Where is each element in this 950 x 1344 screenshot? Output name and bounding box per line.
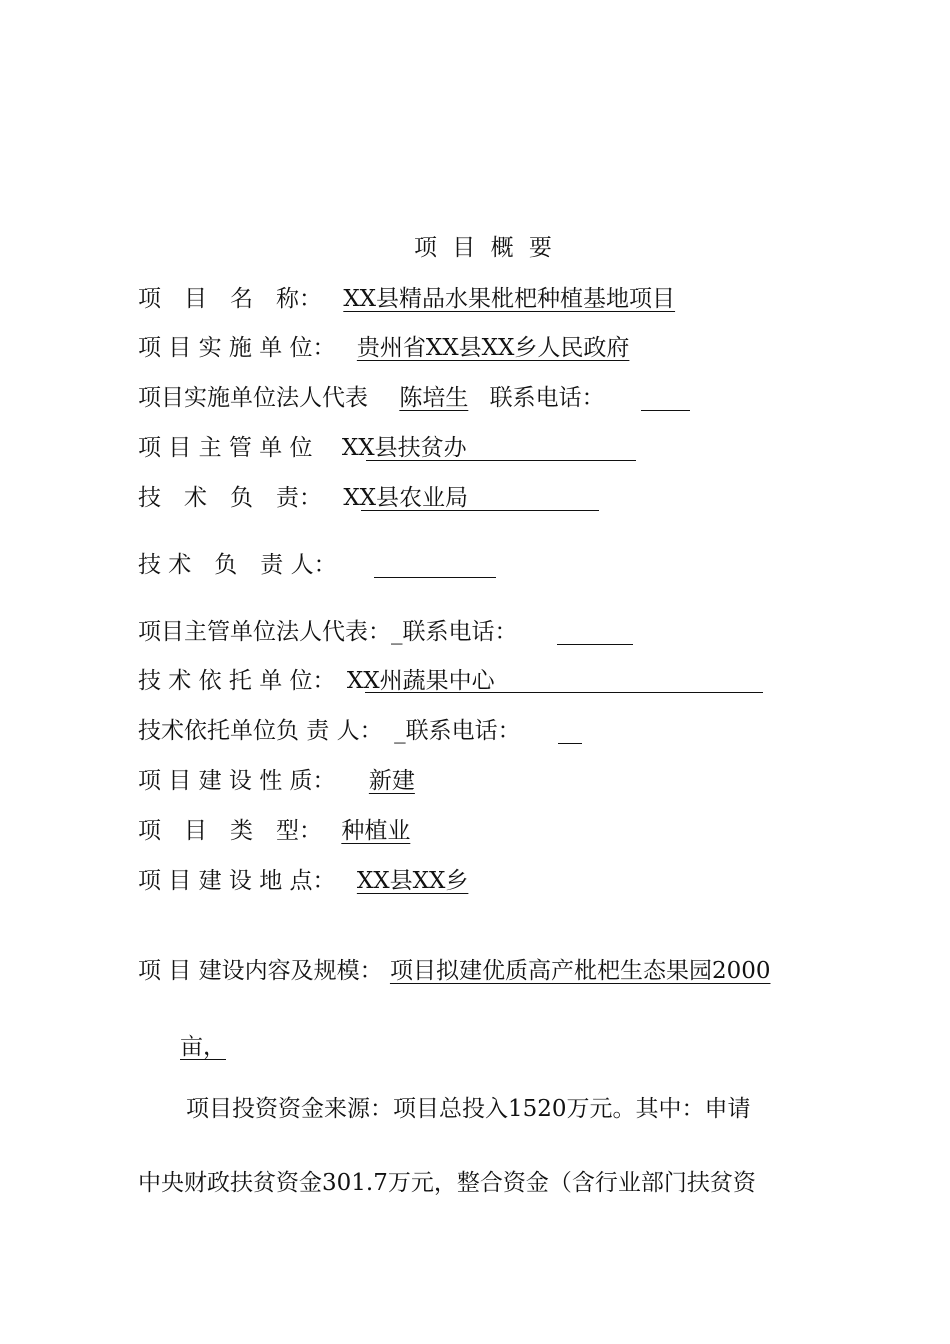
legal-rep-label: 项目实施单位法人代表 [138,385,368,411]
type-value: 种植业 [341,818,411,844]
content-value-cont: 亩， [180,1034,226,1060]
legal-rep-row [138,383,605,413]
location-value: XX县XX乡 [356,868,469,894]
legal-rep-phone-blank [641,410,690,411]
impl-unit-label: 项 目 实 施 单 位： [138,335,336,361]
content-row [138,956,770,986]
mgmt-unit-underline [366,460,636,461]
nature-row [138,766,427,796]
legal-rep-phone-label: 联系电话： [489,385,605,411]
funding-paragraph-line-1: 项目投资资金来源：项目总投入1520万元。其中：申请 [186,1096,751,1122]
tech-support-value: XX州蔬果中心 [346,668,495,694]
mgmt-rep-phone-blank [557,644,633,645]
tech-support-label: 技 术 依 托 单 位： [138,668,336,694]
tech-support-lead-label: 技术依托单位负 责 人： _联系电话： [138,718,521,744]
mgmt-rep-label: 项目主管单位法人代表：_联系电话： [138,619,518,645]
content-row-cont [180,1032,232,1062]
mgmt-unit-value: XX县扶贫办 [341,435,467,461]
location-row [138,866,472,896]
impl-unit-value: 贵州省XX县XX乡人民政府 [356,335,630,361]
content-value: 项目拟建优质高产枇杷生态果园2000 [389,958,771,984]
tech-lead-row [138,483,468,513]
project-name-row [138,284,675,314]
type-label: 项 目 类 型： [138,818,322,844]
document-title: 项 目 概 要 [414,235,556,261]
location-label: 项 目 建 设 地 点： [138,868,336,894]
nature-value: 新建 [368,768,415,794]
type-row [138,816,410,846]
tech-lead-value: XX县农业局 [343,485,469,511]
mgmt-rep-row [138,617,518,647]
tech-support-lead-row [138,716,521,746]
nature-label: 项 目 建 设 性 质： [138,768,336,794]
legal-rep-value: 陈培生 [399,385,469,411]
mgmt-unit-row [138,433,467,463]
tech-person-row [138,550,337,580]
tech-support-underline [365,692,763,693]
tech-person-blank [374,577,496,578]
funding-paragraph-line-2: 中央财政扶贫资金301.7万元，整合资金（含行业部门扶贫资 [138,1170,756,1196]
project-name-label: 项 目 名 称： [138,286,322,312]
impl-unit-row [138,333,629,363]
content-label: 项 目 建设内容及规模： [138,958,383,984]
project-name-value: XX县精品水果枇杷种植基地项目 [343,286,676,312]
tech-lead-underline [361,510,599,511]
tech-support-lead-phone-blank [558,743,582,744]
tech-lead-label: 技 术 负 责： [138,485,322,511]
mgmt-unit-label: 项 目 主 管 单 位 [138,435,313,461]
tech-person-label: 技 术 负 责 人： [138,552,337,578]
